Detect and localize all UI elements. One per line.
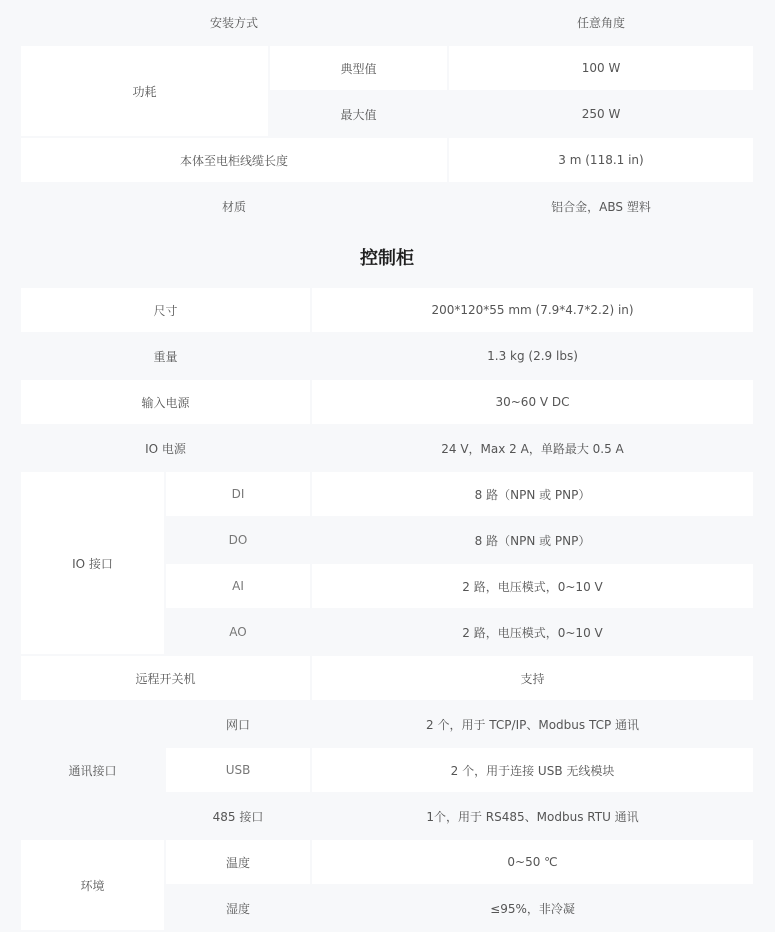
table-row — [21, 184, 753, 230]
comm-usb-value: 2 个，用于连接 USB 无线模块 — [312, 748, 753, 794]
remote-power-label: 远程开关机 — [21, 656, 312, 702]
env-temperature-label: 温度 — [166, 840, 312, 886]
table-row — [21, 288, 753, 334]
comm-rs485-value: 1个，用于 RS485、Modbus RTU 通讯 — [312, 794, 753, 840]
env-humidity-value: ≤95%，非冷凝 — [312, 886, 753, 932]
io-ai-value: 2 路，电压模式，0~10 V — [312, 564, 753, 610]
io-di-value: 8 路（NPN 或 PNP） — [312, 472, 753, 518]
io-do-label: DO — [166, 518, 312, 564]
size-value: 200*120*55 mm (7.9*4.7*2.2) in) — [312, 288, 753, 334]
cable-length-value: 3 m (118.1 in) — [449, 138, 753, 184]
io-interface-label: IO 接口 — [21, 472, 166, 656]
io-do-value: 8 路（NPN 或 PNP） — [312, 518, 753, 564]
env-temperature-value: 0~50 ℃ — [312, 840, 753, 886]
remote-power-value: 支持 — [312, 656, 753, 702]
arm-spec-table — [21, 0, 753, 230]
table-row — [21, 46, 753, 92]
environment-label: 环境 — [21, 840, 166, 932]
power-typical-value: 100 W — [449, 46, 753, 92]
comm-usb-label: USB — [166, 748, 312, 794]
table-row — [21, 334, 753, 380]
table-row — [21, 426, 753, 472]
table-row — [21, 472, 753, 518]
weight-label: 重量 — [21, 334, 312, 380]
io-ao-value: 2 路，电压模式，0~10 V — [312, 610, 753, 656]
comm-rs485-label: 485 接口 — [166, 794, 312, 840]
io-ao-label: AO — [166, 610, 312, 656]
cabinet-spec-table — [21, 288, 753, 932]
io-di-label: DI — [166, 472, 312, 518]
env-humidity-label: 湿度 — [166, 886, 312, 932]
power-typical-label: 典型值 — [270, 46, 449, 92]
weight-value: 1.3 kg (2.9 lbs) — [312, 334, 753, 380]
material-value: 铝合金，ABS 塑料 — [449, 184, 753, 230]
size-label: 尺寸 — [21, 288, 312, 334]
cable-length-label: 本体至电柜线缆长度 — [21, 138, 449, 184]
table-row — [21, 138, 753, 184]
power-max-label: 最大值 — [270, 92, 449, 138]
input-power-value: 30~60 V DC — [312, 380, 753, 426]
table-row — [21, 702, 753, 748]
material-label: 材质 — [21, 184, 449, 230]
spec-page — [21, 0, 753, 932]
comm-ethernet-value: 2 个，用于 TCP/IP、Modbus TCP 通讯 — [312, 702, 753, 748]
comm-interface-label: 通讯接口 — [21, 702, 166, 840]
install-method-label: 安装方式 — [21, 0, 449, 46]
table-row — [21, 656, 753, 702]
section-title-control-cabinet: 控制柜 — [360, 248, 414, 269]
table-row — [21, 840, 753, 886]
io-ai-label: AI — [166, 564, 312, 610]
io-power-value: 24 V，Max 2 A，单路最大 0.5 A — [312, 426, 753, 472]
io-power-label: IO 电源 — [21, 426, 312, 472]
table-row — [21, 0, 753, 46]
install-method-value: 任意角度 — [449, 0, 753, 46]
input-power-label: 输入电源 — [21, 380, 312, 426]
table-row — [21, 380, 753, 426]
power-max-value: 250 W — [449, 92, 753, 138]
power-label: 功耗 — [21, 46, 270, 138]
comm-ethernet-label: 网口 — [166, 702, 312, 748]
